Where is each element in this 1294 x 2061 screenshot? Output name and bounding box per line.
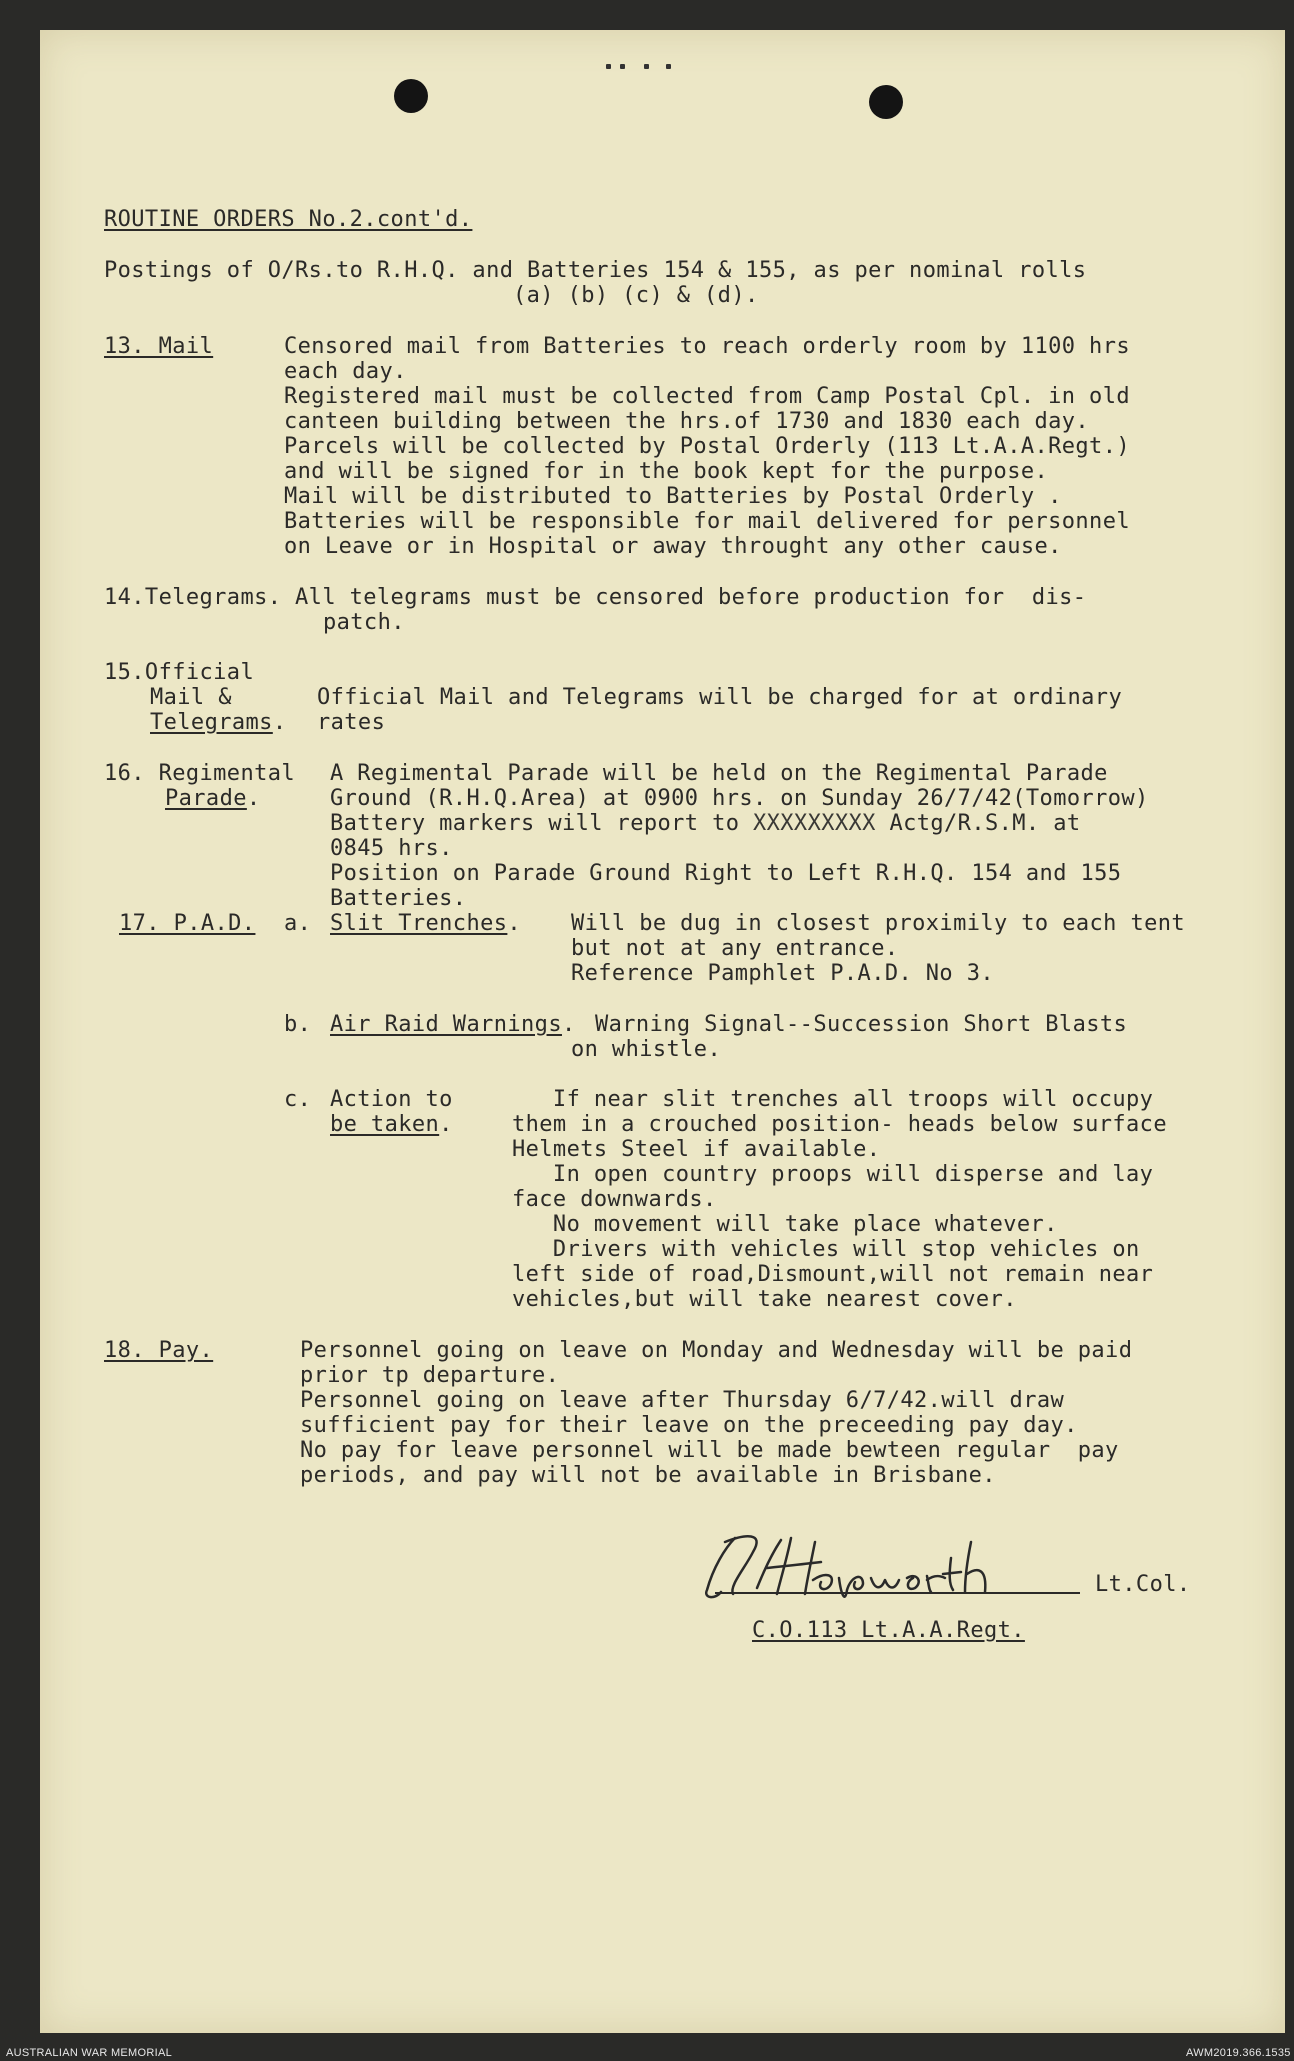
section-18-line: No pay for leave personnel will be made bewteen regular pay xyxy=(300,1438,1119,1463)
page-heading: ROUTINE ORDERS No.2.cont'd. xyxy=(104,207,473,232)
section-17c-label-2-dot: . xyxy=(439,1112,453,1137)
punch-hole-left xyxy=(394,79,428,113)
section-17c-line: left side of road,Dismount,will not remain near xyxy=(512,1262,1154,1287)
section-15-body-start: Offi xyxy=(317,685,372,710)
section-16-line: Position on Parade Ground Right to Left R.H.Q. 154 and 155 xyxy=(330,861,1122,886)
section-13-line: Parcels will be collected by Postal Orderly (113 Lt.A.A.Regt.) xyxy=(284,434,1130,459)
section-16-line: 0845 hrs. xyxy=(330,836,453,861)
section-16-markers-pre: Battery markers will report to xyxy=(330,811,753,836)
section-14-line-1: 14.Telegrams. All telegrams must be censored before production for dis- xyxy=(104,585,1087,610)
section-17a-label-word: Slit Trenches xyxy=(330,911,508,936)
section-17c-label-2-word: be taken xyxy=(330,1112,440,1137)
section-13-line: and will be signed for in the book kept for the purpose. xyxy=(284,459,1049,484)
section-18-title: 18. Pay. xyxy=(104,1338,214,1363)
section-16-parade-dot: . xyxy=(246,786,261,811)
postings-line-1: Postings of O/Rs.to R.H.Q. and Batteries 154 & 155, as per nominal rolls xyxy=(104,258,1087,283)
section-13-line: Registered mail must be collected from Camp Postal Cpl. in old xyxy=(284,384,1130,409)
section-13-line: on Leave or in Hospital or away throught any other cause. xyxy=(284,534,1062,559)
section-15-mail-label: Mail & xyxy=(150,685,232,710)
section-16-line: Batteries. xyxy=(330,886,467,911)
signatory-unit: C.O.113 Lt.A.A.Regt. xyxy=(752,1618,1025,1643)
postings-line-2: (a) (b) (c) & (d). xyxy=(513,283,759,308)
section-17b-label xyxy=(330,1012,576,1037)
section-13-line: Censored mail from Batteries to reach orderly room by 1100 hrs xyxy=(284,334,1130,359)
ink-specks xyxy=(600,64,680,72)
section-13-line: each day. xyxy=(284,359,407,384)
section-17c-line: No movement will take place whatever. xyxy=(512,1212,1058,1237)
section-18-line: Personnel going on leave on Monday and Wednesday will be paid xyxy=(300,1338,1133,1363)
section-15-telegrams-label xyxy=(150,710,286,735)
section-17c-letter: c. xyxy=(284,1087,312,1112)
section-17c-label-2 xyxy=(330,1112,453,1137)
signatory-rank: Lt.Col. xyxy=(1095,1572,1191,1597)
section-17c-line: face downwards. xyxy=(512,1187,717,1212)
signature-line xyxy=(715,1592,1080,1594)
section-17a-line: Will be dug in closest proximily to each tent xyxy=(571,911,1186,936)
section-15-body xyxy=(317,685,1122,710)
section-15-rates: rates xyxy=(317,710,386,735)
section-13-line: canteen building between the hrs.of 1730 and 1830 each day. xyxy=(284,409,1090,434)
handwritten-signature xyxy=(695,1528,1095,1608)
section-17c-line: In open country proops will disperse and lay xyxy=(512,1162,1154,1187)
section-17b-line: on whistle. xyxy=(571,1037,722,1062)
section-17a-label-dot: . xyxy=(507,911,522,936)
section-17c-line: vehicles,but will take nearest cover. xyxy=(512,1287,1017,1312)
section-15-telegrams-word: Telegrams xyxy=(150,710,273,735)
section-15-number: 15.Official xyxy=(104,660,255,685)
footer-accession-number: AWM2019.366.1535 xyxy=(1186,2047,1291,2059)
punch-hole-right xyxy=(869,85,903,119)
section-17c-line: them in a crouched position- heads below surface xyxy=(512,1112,1167,1137)
section-15-telegrams-dot: . xyxy=(272,710,287,735)
section-16-line: A Regimental Parade will be held on the Regimental Parade xyxy=(330,761,1108,786)
section-18-line: prior tp departure. xyxy=(300,1363,560,1388)
footer-institution: AUSTRALIAN WAR MEMORIAL xyxy=(6,2047,173,2059)
section-17b-label-dot: . xyxy=(561,1012,576,1037)
section-17-title: 17. P.A.D. xyxy=(119,911,256,936)
section-17c-label-1: Action to xyxy=(330,1087,453,1112)
section-14-line-2: patch. xyxy=(323,610,405,635)
section-16-markers-strike: XXXXXXXXX xyxy=(753,811,876,836)
section-17a-letter: a. xyxy=(284,911,312,936)
section-17b-line: Warning Signal--Succession Short Blasts xyxy=(595,1012,1128,1037)
section-18-line: Personnel going on leave after Thursday 6/7/42.will draw xyxy=(300,1388,1065,1413)
section-16-parade-label xyxy=(165,786,261,811)
section-13-title: 13. Mail xyxy=(104,334,214,359)
section-17a-line: but not at any entrance. xyxy=(571,936,899,961)
section-13-line: Mail will be distributed to Batteries by Postal Orderly . xyxy=(284,484,1062,509)
section-16-line: Ground (R.H.Q.Area) at 0900 hrs. on Sunday 26/7/42(Tomorrow) xyxy=(330,786,1149,811)
section-17b-letter: b. xyxy=(284,1012,312,1037)
section-16-label: 16. Regimental xyxy=(104,761,296,786)
section-17c-line: Helmets Steel if available. xyxy=(512,1137,881,1162)
section-17a-label xyxy=(330,911,521,936)
section-17b-label-word: Air Raid Warnings xyxy=(330,1012,562,1037)
section-17a-line: Reference Pamphlet P.A.D. No 3. xyxy=(571,961,994,986)
section-17c-line: If near slit trenches all troops will occupy xyxy=(512,1087,1154,1112)
section-15-body-strike: c xyxy=(371,685,386,710)
section-16-markers-post: Actg/R.S.M. at xyxy=(875,811,1081,836)
section-15-body-end: ial Mail and Telegrams will be charged for at ordinary xyxy=(385,685,1123,710)
section-16-parade-word: Parade xyxy=(165,786,247,811)
section-18-line: sufficient pay for their leave on the preceeding pay day. xyxy=(300,1413,1078,1438)
section-18-line: periods, and pay will not be available in Brisbane. xyxy=(300,1463,996,1488)
section-13-line: Batteries will be responsible for mail delivered for personnel xyxy=(284,509,1130,534)
section-16-markers-line xyxy=(330,811,1081,836)
section-17c-line: Drivers with vehicles will stop vehicles on xyxy=(512,1237,1140,1262)
